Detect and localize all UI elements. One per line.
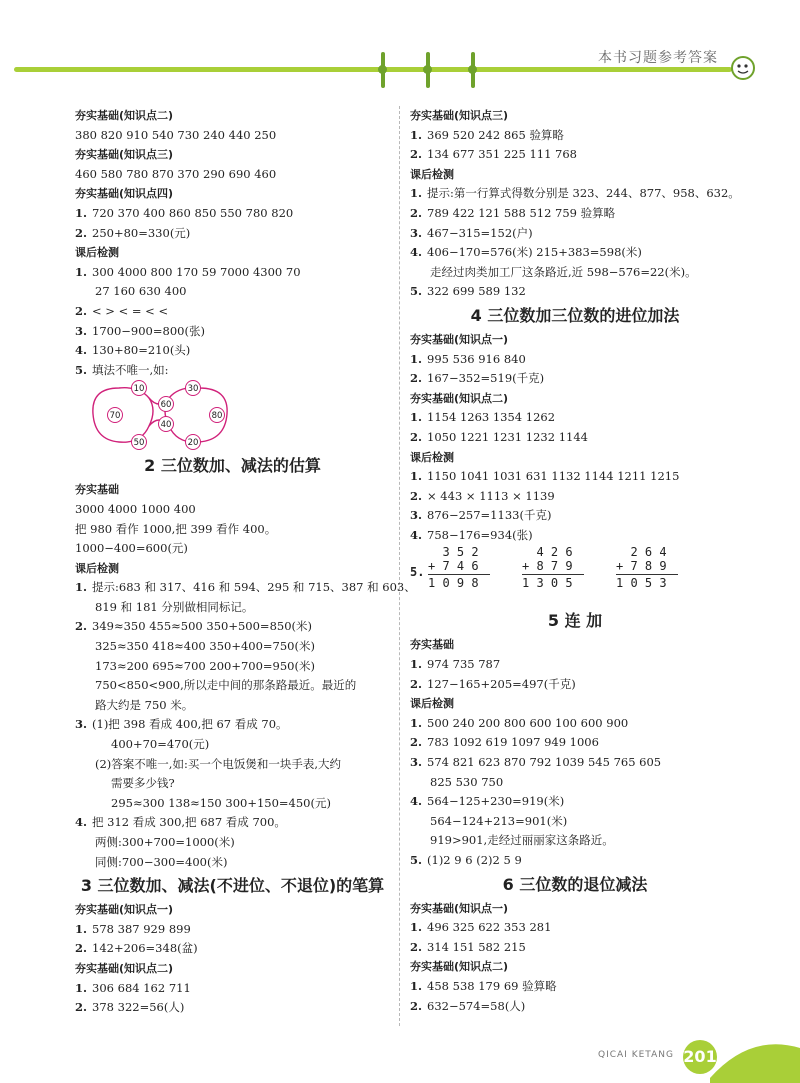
answer-text: 填法不唯一,如: (92, 362, 169, 377)
answer-text: 134 677 351 225 111 768 (427, 147, 577, 162)
item-number: 3. (410, 755, 423, 770)
item-number: 1. (75, 921, 88, 936)
item-number: 2. (410, 147, 423, 162)
item-number: 1. (75, 980, 88, 995)
item-number: 5. (75, 362, 88, 377)
answer-line: 819 和 181 分别做相同标记。 (95, 599, 254, 614)
binder-ring-icon (378, 52, 387, 88)
sum-row: 1 3 0 5 (522, 576, 573, 591)
answer-line: 173≈200 695≈700 200+700=950(米) (95, 658, 315, 673)
answer-text: 把 312 看成 300,把 687 看成 700。 (92, 815, 286, 830)
answer-text: 789 422 121 588 512 759 验算略 (427, 205, 616, 220)
item-number: 4. (75, 343, 88, 358)
section-heading: 夯实基础(知识点二) (75, 961, 174, 975)
answer-text: 564−125+230=919(米) (427, 794, 565, 809)
answer-text: 720 370 400 860 850 550 780 820 (92, 205, 294, 220)
item-number: 5. (410, 565, 425, 580)
item-number: 2. (75, 1000, 88, 1015)
item-number: 2. (75, 225, 88, 240)
diagram-node: 10 (133, 384, 145, 395)
item-number: 4. (410, 245, 423, 260)
mascot-icon (730, 55, 756, 81)
item-number: 2. (410, 998, 423, 1013)
answer-line: 3000 4000 1000 400 (75, 501, 196, 516)
answer-line: 380 820 910 540 730 240 440 250 (75, 127, 277, 142)
answer-line: 825 530 750 (430, 774, 504, 789)
item-number: 2. (410, 735, 423, 750)
answer-text: 500 240 200 800 600 100 600 900 (427, 715, 629, 730)
item-number: 1. (75, 205, 88, 220)
item-number: 2. (410, 429, 423, 444)
vertical-addition (616, 545, 678, 607)
section-heading: 课后检测 (410, 450, 454, 464)
answer-text: 130+80=210(头) (92, 343, 191, 358)
chapter-title: 2 三位数加、减法的估算 (144, 456, 321, 476)
section-heading: 夯实基础(知识点一) (75, 903, 174, 917)
answer-text: 349≈350 455≈500 350+500=850(米) (92, 619, 312, 634)
section-heading: 夯实基础(知识点二) (75, 109, 174, 122)
section-heading: 夯实基础(知识点二) (410, 960, 509, 974)
answer-line: 400+70=470(元) (111, 737, 210, 752)
section-heading: 夯实基础(知识点一) (410, 901, 509, 915)
diagram-node: 20 (187, 438, 199, 449)
answer-line: 460 580 780 870 370 290 690 460 (75, 166, 277, 181)
section-heading: 夯实基础(知识点二) (410, 391, 509, 405)
answer-text: 467−315=152(户) (427, 225, 533, 240)
item-number: 1. (410, 127, 423, 142)
answer-text: (1)把 398 看成 400,把 67 看成 70。 (92, 717, 288, 732)
item-number: 1. (410, 469, 423, 484)
item-number: 2. (410, 488, 423, 503)
answer-text: 378 322=56(人) (92, 1000, 185, 1015)
diagram-node: 50 (133, 438, 145, 449)
addend-row: + 8 7 9 (522, 559, 573, 574)
diagram-node: 70 (109, 411, 121, 422)
answer-line: 564−124+213=901(米) (430, 813, 568, 828)
item-number: 5. (410, 853, 423, 867)
diagram-node: 60 (160, 400, 172, 411)
answer-line: 1000−400=600(元) (75, 541, 188, 556)
sum-rule (428, 574, 490, 575)
section-heading: 课后检测 (410, 167, 454, 181)
answer-text: 127−165+205=497(千克) (427, 676, 576, 691)
answer-text: 578 387 929 899 (92, 921, 191, 936)
answer-text: 300 4000 800 170 59 7000 4300 70 (92, 264, 301, 279)
item-number: 1. (75, 264, 88, 279)
answer-line: 295≈300 138≈150 300+150=450(元) (111, 795, 331, 810)
answer-text: 758−176=934(张) (427, 527, 533, 542)
answer-line: (2)答案不唯一,如:买一个电饭煲和一块手表,大约 (95, 756, 341, 771)
answer-line: 919>901,走经过丽丽家这条路近。 (430, 833, 614, 848)
answer-text: 1150 1041 1031 631 1132 1144 1211 1215 (427, 469, 680, 484)
vertical-addition (428, 545, 490, 607)
item-number: 1. (410, 920, 423, 935)
item-number: 4. (410, 527, 423, 542)
sum-rule (522, 574, 584, 575)
chapter-title: 5 连 加 (547, 611, 603, 631)
answer-line: 走经过肉类加工厂这条路近,近 598−576=22(米)。 (430, 264, 697, 279)
answer-text: 632−574=58(人) (427, 998, 526, 1013)
item-number: 1. (75, 580, 88, 595)
answer-text: 406−170=576(米) 215+383=598(米) (427, 245, 642, 260)
section-heading: 夯实基础(知识点三) (410, 109, 509, 122)
section-heading: 课后检测 (410, 697, 454, 711)
binder-ring-icon (468, 52, 477, 88)
answer-text: 369 520 242 865 验算略 (427, 127, 564, 142)
answer-text: 167−352=519(千克) (427, 371, 545, 386)
binder-ring-icon (423, 52, 432, 88)
sum-rule (616, 574, 678, 575)
item-number: 3. (75, 717, 88, 732)
answer-text: 250+80=330(元) (92, 225, 191, 240)
addend-row: 4 2 6 (522, 545, 573, 560)
answer-text: 496 325 622 353 281 (427, 920, 552, 935)
item-number: 1. (410, 410, 423, 425)
left-column (75, 106, 416, 1018)
answer-line: 需要多少钱? (111, 776, 175, 791)
item-number: 2. (75, 619, 88, 634)
header-title: 本书习题参考答案 (598, 50, 718, 66)
answer-line: 750<850<900,所以走中间的那条路最近。最近的 (95, 678, 357, 693)
diagram-node: 80 (211, 411, 223, 422)
item-number: 2. (410, 205, 423, 220)
answer-text: 1154 1263 1354 1262 (427, 410, 556, 425)
vertical-addition-group (410, 545, 740, 607)
answer-text: 974 735 787 (427, 657, 501, 672)
answer-line: 325≈350 418≈400 350+400=750(米) (95, 639, 315, 654)
item-number: 4. (410, 794, 423, 809)
column-divider (399, 106, 400, 1026)
answer-text: 995 536 916 840 (427, 351, 526, 366)
diagram-node: 40 (160, 420, 172, 431)
answer-line: 路大约是 750 米。 (95, 697, 194, 712)
section-heading: 课后检测 (75, 561, 119, 575)
section-heading: 夯实基础(知识点四) (75, 187, 174, 201)
answer-line: 同侧:700−300=400(米) (95, 854, 228, 869)
answer-text: 876−257=1133(千克) (427, 508, 552, 523)
item-number: 4. (75, 815, 88, 830)
addend-row: + 7 4 6 (428, 559, 479, 574)
answer-text: 314 151 582 215 (427, 939, 526, 954)
answer-text: 322 699 589 132 (427, 284, 526, 299)
addend-row: 3 5 2 (428, 545, 479, 560)
vertical-addition (522, 545, 584, 607)
answer-text: 1050 1221 1231 1232 1144 (427, 429, 588, 444)
item-number: 1. (410, 715, 423, 730)
answer-text: 1700−900=800(张) (92, 323, 205, 338)
answer-text: < > < = < < (92, 303, 169, 318)
item-number: 3. (410, 225, 423, 240)
answer-text: 142+206=348(盆) (92, 941, 198, 956)
answer-line: 把 980 看作 1000,把 399 看作 400。 (75, 521, 277, 536)
answer-line: 27 160 630 400 (95, 284, 187, 299)
answer-line: 两侧:300+700=1000(米) (95, 835, 235, 849)
answer-text: (1)2 9 6 (2)2 5 9 (427, 853, 522, 867)
sum-row: 1 0 5 3 (616, 576, 667, 591)
item-number: 3. (75, 323, 88, 338)
section-heading: 夯实基础 (410, 638, 454, 652)
number-loop-diagram (89, 380, 239, 452)
answer-text: 783 1092 619 1097 949 1006 (427, 735, 599, 750)
item-number: 1. (410, 186, 423, 201)
addend-row: 2 6 4 (616, 545, 667, 560)
item-number: 5. (410, 284, 423, 299)
item-number: 2. (410, 939, 423, 954)
addend-row: + 7 8 9 (616, 559, 667, 574)
item-number: 1. (410, 657, 423, 672)
section-heading: 夯实基础(知识点一) (410, 332, 509, 346)
right-column (410, 106, 740, 1016)
chapter-title: 6 三位数的退位减法 (502, 874, 648, 894)
chapter-title: 3 三位数加、减法(不进位、不退位)的笔算 (80, 876, 385, 896)
item-number: 1. (410, 351, 423, 366)
item-number: 2. (75, 941, 88, 956)
item-number: 2. (410, 371, 423, 386)
item-number: 2. (75, 303, 88, 318)
sum-row: 1 0 9 8 (428, 576, 479, 591)
section-heading: 夯实基础 (75, 483, 119, 497)
header-rule (14, 67, 732, 72)
answer-text: 提示:第一行算式得数分别是 323、244、877、958、632。 (427, 186, 740, 201)
answer-text: 458 538 179 69 验算略 (427, 978, 557, 993)
page-number: 201 (683, 1040, 717, 1074)
section-heading: 夯实基础(知识点三) (75, 148, 174, 162)
section-heading: 课后检测 (75, 246, 119, 260)
footer-brand: QICAI KETANG (598, 1050, 674, 1060)
item-number: 2. (410, 676, 423, 691)
answer-text: 提示:683 和 317、416 和 594、295 和 715、387 和 603、 (92, 580, 416, 595)
item-number: 3. (410, 508, 423, 523)
answer-text: 306 684 162 711 (92, 980, 191, 995)
chapter-title: 4 三位数加三位数的进位加法 (470, 305, 680, 325)
answer-text: 574 821 623 870 792 1039 545 765 605 (427, 755, 662, 770)
item-number: 1. (410, 978, 423, 993)
diagram-node: 30 (187, 384, 199, 395)
answer-text: × 443 × 1113 × 1139 (427, 488, 555, 503)
